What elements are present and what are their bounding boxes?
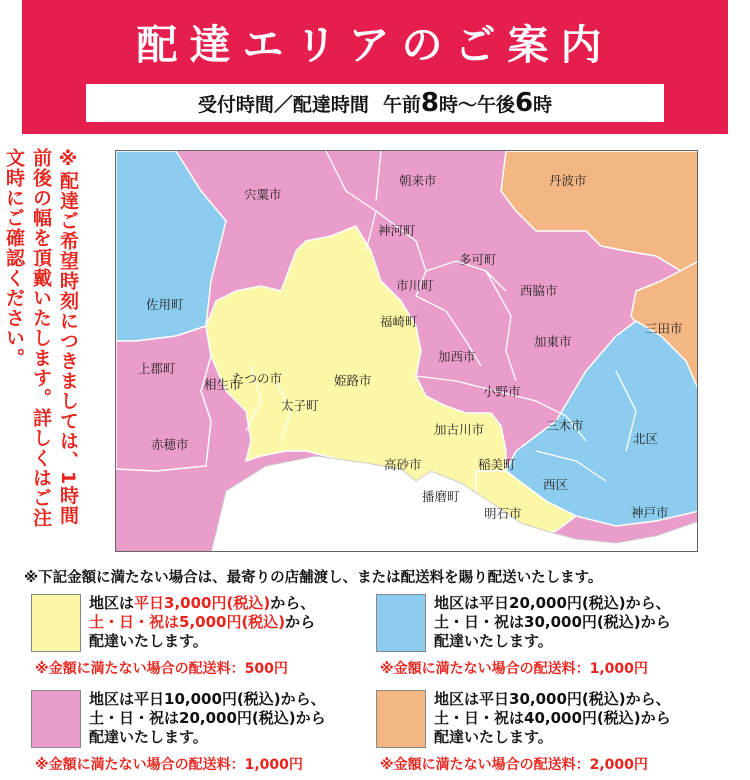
side-note: ※配達ご希望時刻につきましては、1時間前後の幅を頂戴いたします。詳しくはご注文時にご確認ください。 xyxy=(3,148,79,528)
hours-box xyxy=(86,84,664,122)
city-label: 市川町 xyxy=(396,278,434,293)
city-label: 姫路市 xyxy=(334,373,372,388)
city-label: 赤穂市 xyxy=(151,437,189,452)
city-label: 三木市 xyxy=(546,418,584,433)
legend-text xyxy=(89,690,379,747)
city-label: 高砂市 xyxy=(384,457,422,472)
header-banner xyxy=(22,0,728,134)
swatch-pink xyxy=(31,690,81,748)
hours-start: 8 xyxy=(420,88,439,118)
legend-line: 土・日・祝は30,000円(税込)から xyxy=(434,613,671,631)
city-label: 神戸市 xyxy=(631,505,669,520)
city-label: 佐用町 xyxy=(146,297,184,312)
legend-orange xyxy=(376,690,716,778)
legend-line: 土・日・祝は20,000円(税込)から xyxy=(89,709,326,727)
map-svg xyxy=(116,151,698,552)
swatch-yellow xyxy=(31,594,81,652)
legend-text xyxy=(434,690,724,747)
city-label: 加東市 xyxy=(534,334,572,349)
delivery-fee: ※金額に満たない場合の配送料：1,000円 xyxy=(35,757,303,773)
legend-line: 地区は平日10,000円(税込)から、 xyxy=(89,690,326,708)
city-label: 多可町 xyxy=(459,252,497,267)
city-label: 三田市 xyxy=(645,321,683,336)
hours-prefix: 午前 xyxy=(382,94,421,116)
city-label: 加西市 xyxy=(438,349,476,364)
legend-line: から、 xyxy=(270,594,316,612)
city-label: 丹波市 xyxy=(549,173,587,188)
legend-blue xyxy=(376,594,716,682)
legend-text xyxy=(89,594,379,651)
city-label: 北区 xyxy=(633,431,659,446)
city-label: 加古川市 xyxy=(434,422,485,437)
legend-text xyxy=(434,594,724,651)
legend-line: 地区は平日30,000円(税込)から、 xyxy=(434,690,671,708)
legend-line: 地区は xyxy=(89,594,135,612)
hours-mid: 時〜午後 xyxy=(439,94,516,116)
legend-line: 土・日・祝は40,000円(税込)から xyxy=(434,709,671,727)
city-label: 稲美町 xyxy=(478,457,516,472)
hours-end: 6 xyxy=(515,88,534,118)
delivery-area-map xyxy=(115,150,698,552)
city-label: 朝来市 xyxy=(399,173,437,188)
city-label: 西脇市 xyxy=(520,283,558,298)
legend-line: 地区は平日20,000円(税込)から、 xyxy=(434,594,671,612)
city-label: 宍粟市 xyxy=(244,187,282,202)
city-label: 小野市 xyxy=(483,384,521,399)
city-label: 明石市 xyxy=(484,506,522,521)
legend-line: から xyxy=(285,613,316,631)
delivery-fee: ※金額に満たない場合の配送料：500円 xyxy=(35,661,288,677)
legend-line: 配達いたします。 xyxy=(89,728,208,746)
legend-price-weekday: 平日3,000円(税込) xyxy=(134,594,271,612)
hours-label: 受付時間／配達時間 xyxy=(197,94,369,116)
legend-line: 配達いたします。 xyxy=(434,632,553,650)
city-label: 太子町 xyxy=(281,398,319,413)
delivery-fee: ※金額に満たない場合の配送料：2,000円 xyxy=(380,757,648,773)
city-label: たつの市 xyxy=(232,371,283,386)
city-label: 神河町 xyxy=(378,223,416,238)
legend-price-weekend: 土・日・祝は5,000円(税込) xyxy=(89,613,286,631)
city-label: 相生市 xyxy=(204,377,242,392)
legend-pink xyxy=(31,690,371,778)
legend-line: 配達いたします。 xyxy=(434,728,553,746)
legend-yellow xyxy=(31,594,371,682)
swatch-orange xyxy=(376,690,426,748)
legend-line: 配達いたします。 xyxy=(89,632,208,650)
swatch-blue xyxy=(376,594,426,652)
page-title: 配達エリアのご案内 xyxy=(136,21,614,69)
city-label: 福崎町 xyxy=(380,314,418,329)
minimum-amount-notice: ※下記金額に満たない場合は、最寄りの店舗渡し、または配送料を賜り配送いたします。 xyxy=(24,570,603,586)
city-label: 上郡町 xyxy=(138,361,176,376)
city-label: 西区 xyxy=(543,477,569,492)
city-label: 播磨町 xyxy=(422,489,460,504)
delivery-fee: ※金額に満たない場合の配送料：1,000円 xyxy=(380,661,648,677)
hours-suffix: 時 xyxy=(533,94,553,116)
